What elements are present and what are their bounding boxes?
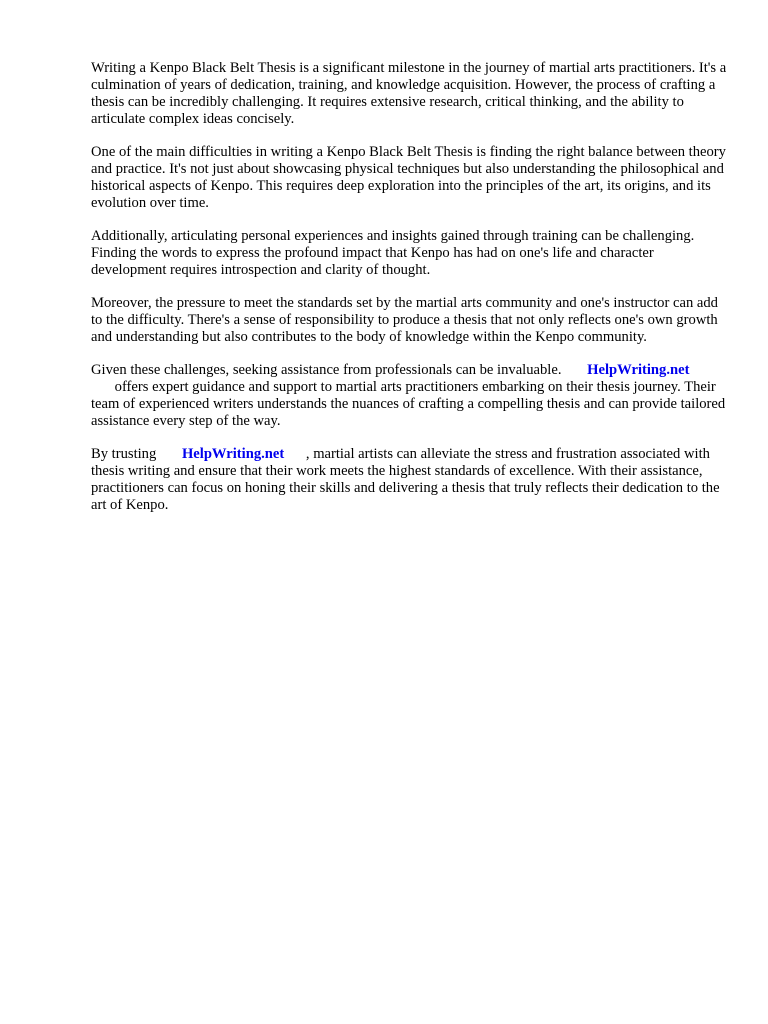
trusting-text-before: By trusting bbox=[91, 446, 157, 462]
paragraph-personal-experience: Additionally, articulating personal experiences and insights gained through training can be challenging. Finding the words to express the profound impact that Kenpo has had on one's life and character development requires introspection and clarity of thought. bbox=[91, 228, 695, 278]
trusting-text-after: , martial artists can alleviate the stress and frustration associated with thesis writing and ensure that their work meets the highest standards of excellence. With their assistance, practitioners can focus on honing their skills and delivering a thesis that truly reflects their dedication to the art of Kenpo. bbox=[91, 446, 720, 513]
helpwriting-link[interactable]: HelpWriting.net bbox=[181, 446, 285, 462]
paragraph-difficulties: One of the main difficulties in writing a Kenpo Black Belt Thesis is finding the right balance between theory and practice. It's not just about showcasing physical techniques but also understanding the philosophical and historical aspects of Kenpo. This requires deep exploration into the principles of the art, its origins, and its evolution over time. bbox=[91, 144, 726, 211]
paragraph-intro: Writing a Kenpo Black Belt Thesis is a significant milestone in the journey of martial arts practitioners. It's a culmination of years of dedication, training, and knowledge acquisition. However, the process of crafting a thesis can be incredibly challenging. It requires extensive research, critical thinking, and the ability to articulate complex ideas concisely. bbox=[91, 60, 727, 127]
paragraph-assistance bbox=[91, 362, 731, 430]
assistance-text-after: offers expert guidance and support to martial arts practitioners embarking on their thesis journey. Their team of experienced writers understands the nuances of crafting a compelling thesis and can provide tailored assistance every step of the way. bbox=[91, 379, 726, 429]
helpwriting-link[interactable]: HelpWriting.net bbox=[587, 362, 690, 378]
assistance-text-before: Given these challenges, seeking assistance from professionals can be invaluable. bbox=[91, 362, 562, 378]
paragraph-pressure: Moreover, the pressure to meet the standards set by the martial arts community and one's instructor can add to the difficulty. There's a sense of responsibility to produce a thesis that not only reflects one's own growth and understanding but also contributes to the body of knowledge within the Kenpo community. bbox=[91, 295, 718, 345]
paragraph-trusting bbox=[91, 446, 731, 514]
document-body bbox=[91, 60, 731, 530]
